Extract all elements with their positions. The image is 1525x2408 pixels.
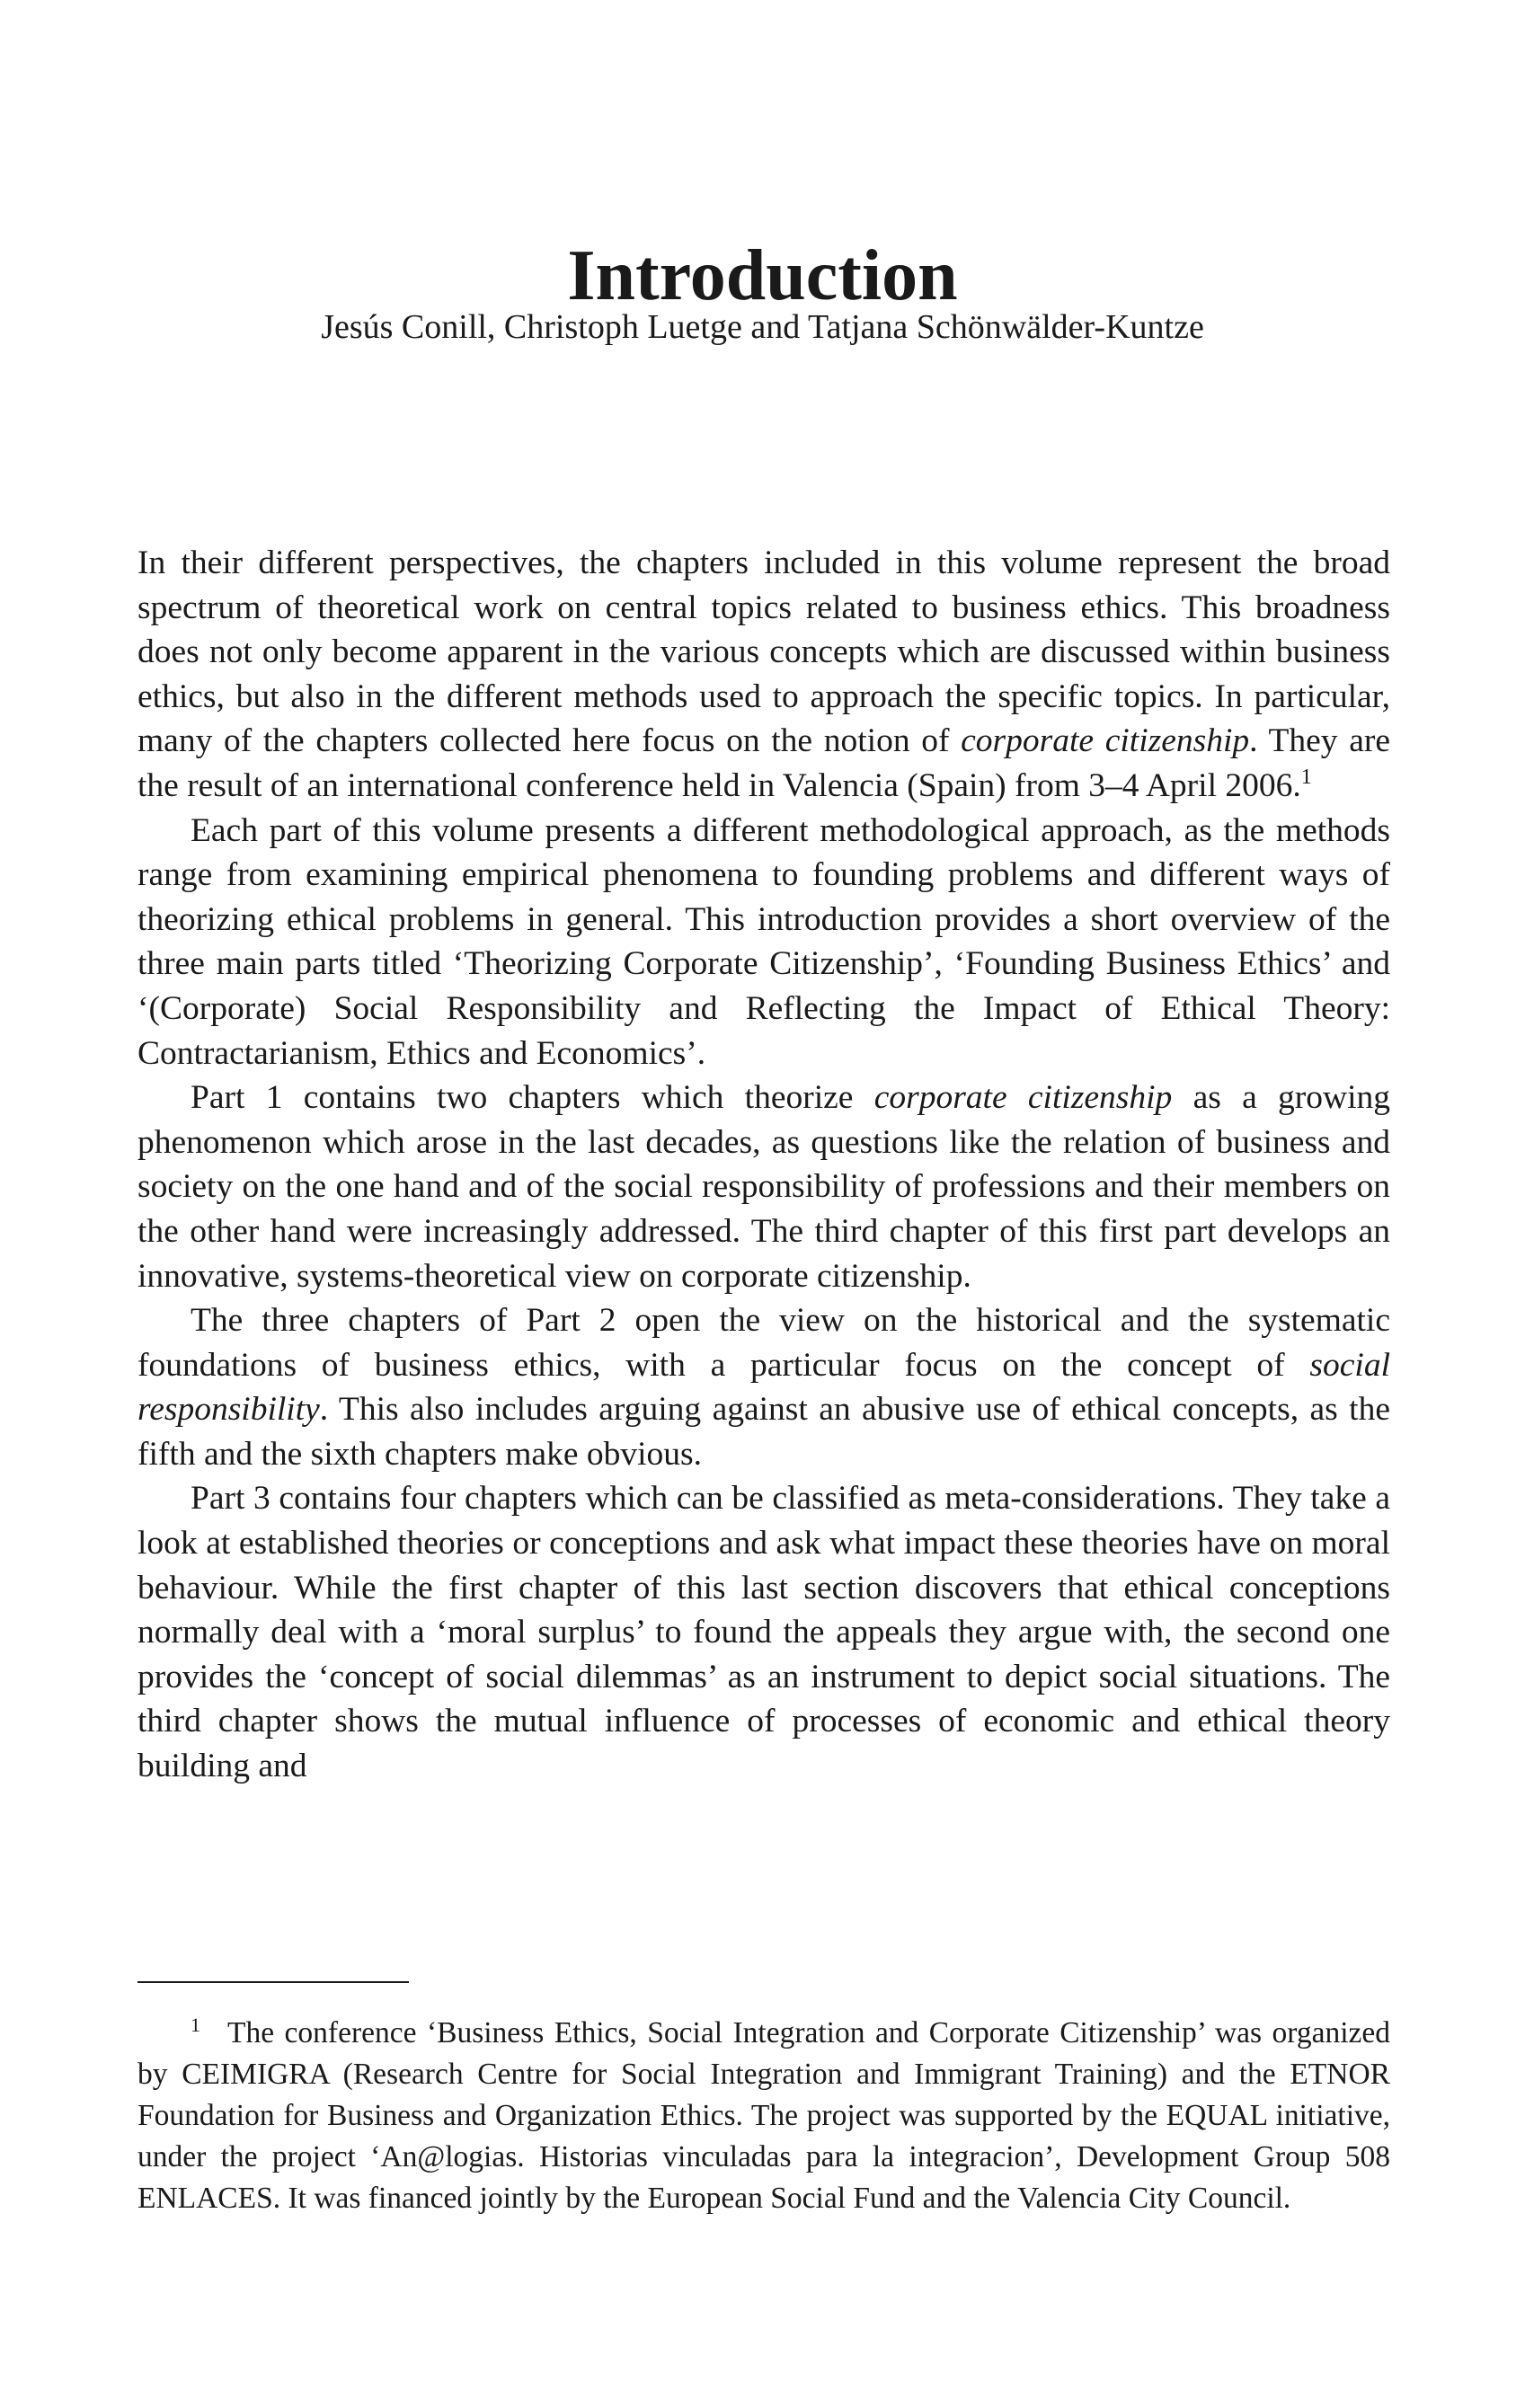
chapter-authors: Jesús Conill, Christoph Luetge and Tatjana Schönwälder-Kuntze <box>321 308 1204 346</box>
emphasis-social-responsibility: social responsibility <box>137 1346 1390 1429</box>
footnote-reference-1[interactable]: 1 <box>1300 765 1312 789</box>
paragraph-4-text-b: . This also includes arguing against an abusive use of ethical concepts, as the fifth and the sixth chapters make obvious. <box>137 1391 1390 1473</box>
paragraph-3 <box>137 1076 1390 1298</box>
body-text <box>137 541 1390 1789</box>
paragraph-1-text-b: . They are the result of an international conference held in Valencia (Spain) from 3–4 April 2006. <box>137 722 1390 804</box>
page-title: Introduction <box>567 235 958 315</box>
paragraph-1 <box>137 541 1390 809</box>
emphasis-corporate-citizenship: corporate citizenship <box>873 1079 1173 1117</box>
paragraph-2: Each part of this volume presents a different methodological approach, as the methods range from examining empirical phenomena to founding problems and different ways of theorizing ethical problems in general. This introduction provides a short overview of the three main parts titled ‘Theorizing Corporate Citizenship’, ‘Founding Business Ethics’ and ‘(Corporate) Social Responsibility and Reflecting the Impact of Ethical Theory: Contractarianism, Ethics and Economics’. <box>137 811 1390 1072</box>
paragraph-1-text-a: In their different perspectives, the chapters included in this volume represent the broad spectrum of theoretical work on central topics related to business ethics. This broadness does not only become apparent in the various concepts which are discussed within business ethics, but also in the different methods used to approach the specific topics. In particular, many of the chapters collected here focus on the notion of <box>137 544 1390 760</box>
paragraph-3-text-b: as a growing phenomenon which arose in the last decades, as questions like the relation of business and society on the one hand and of the social responsibility of professions and their members on the other hand were increasingly addressed. The third chapter of this first part develops an innovative, systems-theoretical view on corporate citizenship. <box>137 1079 1390 1295</box>
footnote-divider <box>137 1981 409 1983</box>
emphasis-corporate-citizenship: corporate citizenship <box>961 722 1250 760</box>
footnote-text: The conference ‘Business Ethics, Social Integration and Corporate Citizenship’ was organized by CEIMIGRA (Research Centre for Social Integration and Immigrant Training) and the ETNOR Foundation for Business and Organization Ethics. The project was supported by the EQUAL initiative, under the project ‘An@logias. Historias vinculadas para la integracion’, Development Group 508 ENLACES. It was financed jointly by the European Social Fund and the Valencia City Council. <box>137 2016 1390 2215</box>
paragraph-4-text-a: The three chapters of Part 2 open the view on the historical and the systematic foundations of business ethics, with a particular focus on the concept of <box>137 1302 1390 1384</box>
paragraph-3-text-a: Part 1 contains two chapters which theorize <box>191 1079 874 1117</box>
paragraph-4 <box>137 1298 1390 1476</box>
footnote-1 <box>137 2013 1390 2219</box>
footnote-mark: 1 <box>191 2014 200 2036</box>
paragraph-5: Part 3 contains four chapters which can be classified as meta-considerations. They take a look at established theories or conceptions and ask what impact these theories have on moral behaviour. While the first chapter of this last section discovers that ethical conceptions normally deal with a ‘moral surplus’ to found the appeals they argue with, the second one provides the ‘concept of social dilemmas’ as an instrument to depict social situations. The third chapter shows the mutual influence of processes of economic and ethical theory building and <box>137 1480 1390 1785</box>
